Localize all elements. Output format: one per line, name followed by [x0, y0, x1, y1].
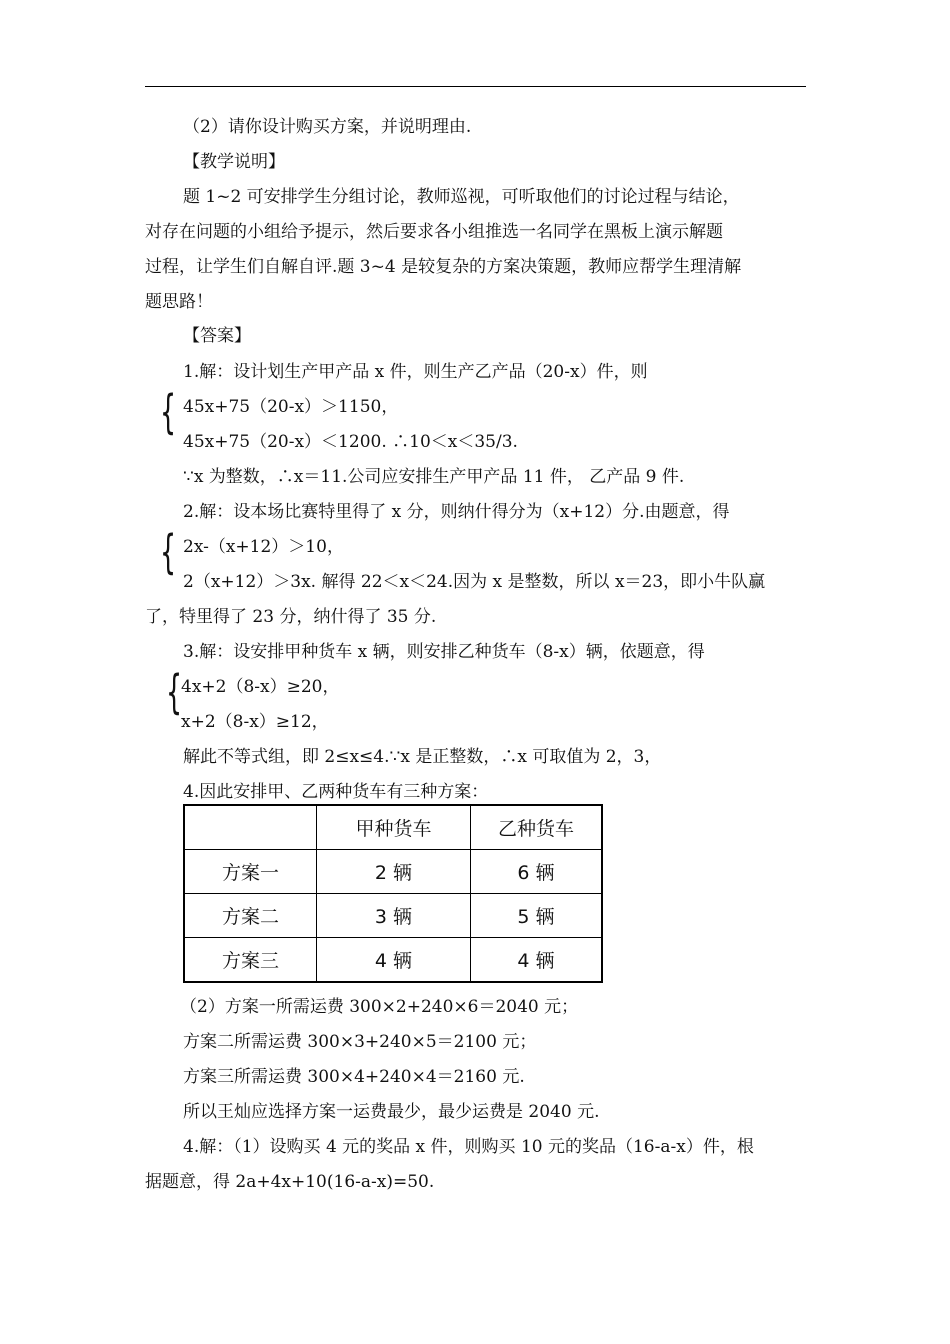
table-cell: 2 辆: [317, 850, 471, 894]
text-line: 4.解：（1）设购买 4 元的奖品 x 件，则购买 10 元的奖品（16-a-x）件，根: [183, 1137, 754, 1157]
table-row: [184, 894, 602, 938]
table-header-cell: 乙种货车: [471, 805, 603, 850]
system-brace: {: [166, 665, 183, 719]
header-rule: [145, 86, 806, 87]
text-line: 3.解：设安排甲种货车 x 辆，则安排乙种货车（8-x）辆，依题意，得: [183, 642, 705, 662]
table-cell: 方案一: [184, 850, 317, 894]
inequality-line: 2（x+12）＞3x. 解得 22＜x＜24.因为 x 是整数，所以 x＝23，即小牛队赢: [183, 572, 766, 592]
inequality-line: x+2（8-x）≥12，: [181, 712, 329, 732]
text-line: 据题意，得 2a+4x+10(16-a-x)=50.: [145, 1172, 435, 1192]
text-line: 题 1~2 可安排学生分组讨论，教师巡视，可听取他们的讨论过程与结论，: [183, 187, 740, 207]
system-brace: {: [160, 385, 177, 439]
table-cell: 3 辆: [317, 894, 471, 938]
table-cell: 方案三: [184, 938, 317, 983]
scheme-table: [183, 804, 603, 983]
text-line: 对存在问题的小组给予提示，然后要求各小组推选一名同学在黑板上演示解题: [145, 222, 723, 242]
inequality-line: 4x+2（8-x）≥20，: [181, 677, 340, 697]
system-brace: {: [160, 525, 177, 579]
text-line: 解此不等式组，即 2≤x≤4.∵x 是正整数，∴x 可取值为 2，3，: [183, 747, 662, 767]
table-row: [184, 850, 602, 894]
table-cell: 5 辆: [471, 894, 603, 938]
table-row: [184, 938, 602, 983]
text-line: （2）方案一所需运费 300×2+240×6＝2040 元；: [180, 997, 579, 1017]
text-line: 了，特里得了 23 分，纳什得了 35 分.: [145, 607, 437, 627]
text-line: ∵x 为整数，∴x＝11.公司应安排生产甲产品 11 件， 乙产品 9 件.: [183, 467, 685, 487]
text-line: 方案二所需运费 300×3+240×5＝2100 元；: [183, 1032, 537, 1052]
text-line: 2.解：设本场比赛特里得了 x 分，则纳什得分为（x+12）分.由题意，得: [183, 502, 730, 522]
text-line: 过程，让学生们自解自评.题 3~4 是较复杂的方案决策题，教师应帮学生理清解: [145, 257, 742, 277]
text-line: （2）请你设计购买方案，并说明理由.: [183, 117, 472, 137]
table-header-cell: 甲种货车: [317, 805, 471, 850]
table-cell: 方案二: [184, 894, 317, 938]
table-header-row: [184, 805, 602, 850]
table-cell: 4 辆: [317, 938, 471, 983]
inequality-line: 2x-（x+12）＞10，: [183, 537, 344, 557]
text-line: 方案三所需运费 300×4+240×4＝2160 元.: [183, 1067, 525, 1087]
table-header-cell: [184, 805, 317, 850]
text-line: 1.解：设计划生产甲产品 x 件，则生产乙产品（20-x）件，则: [183, 362, 648, 382]
inequality-line: 45x+75（20-x）＞1150，: [183, 397, 399, 417]
inequality-line: 45x+75（20-x）＜1200. ∴10＜x＜35/3.: [183, 432, 518, 452]
text-line: 所以王灿应选择方案一运费最少，最少运费是 2040 元.: [183, 1102, 600, 1122]
section-heading: 【答案】: [183, 326, 251, 346]
table-cell: 6 辆: [471, 850, 603, 894]
section-heading: 【教学说明】: [183, 152, 285, 172]
text-line: 题思路！: [145, 292, 213, 312]
text-line: 4.因此安排甲、乙两种货车有三种方案：: [183, 782, 489, 802]
table-cell: 4 辆: [471, 938, 603, 983]
